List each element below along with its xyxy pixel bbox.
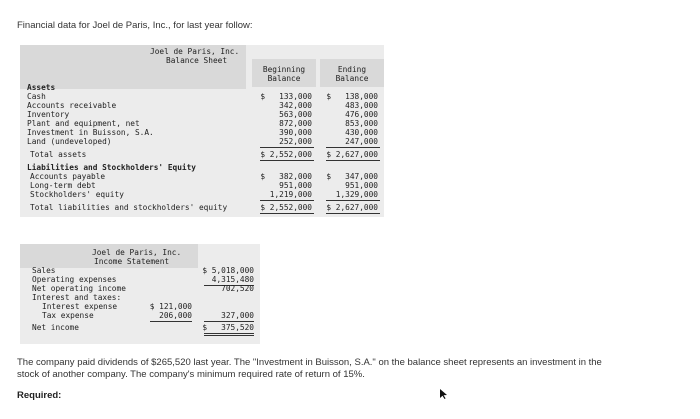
bs-col-end-1: Ending bbox=[337, 65, 367, 74]
double-underline bbox=[326, 213, 380, 214]
int-tax-total: 327,000 bbox=[221, 311, 254, 320]
underline bbox=[326, 200, 380, 201]
bs-company: Joel de Paris, Inc. bbox=[150, 47, 240, 56]
double-underline bbox=[204, 333, 254, 334]
income-statement: Joel de Paris, Inc. Income Statement Sales $ 5,018,000 Operating expenses 4,315,480 Net operating income 702,520 Interest and taxes: Interest expense $ 121,000 Tax expense 206,000 327,000 Net income $ 375,520 bbox=[20, 244, 260, 344]
underline bbox=[260, 200, 314, 201]
bs-col-begin-2: Balance bbox=[267, 74, 301, 83]
is-company: Joel de Paris, Inc. bbox=[92, 248, 182, 257]
required-label: Required: bbox=[17, 390, 62, 401]
double-underline bbox=[260, 213, 314, 214]
double-underline bbox=[326, 160, 380, 161]
underline bbox=[260, 147, 314, 148]
underline bbox=[326, 147, 380, 148]
double-underline bbox=[260, 160, 314, 161]
is-title: Income Statement bbox=[94, 257, 170, 266]
cursor-icon bbox=[440, 389, 448, 399]
bs-col-end-2: Balance bbox=[335, 74, 369, 83]
description-paragraph: The company paid dividends of $265,520 last year. The "Investment in Buisson, S.A." on the balance sheet represents an investment in the stock of another company. The company's minimum required rate of return of 15%. bbox=[17, 357, 602, 380]
assets-heading: Assets bbox=[27, 83, 56, 92]
underline bbox=[150, 321, 192, 322]
liabilities-heading: Liabilities and Stockholders' Equity bbox=[27, 163, 196, 172]
intro-text: Financial data for Joel de Paris, Inc., for last year follow: bbox=[17, 20, 253, 31]
int-tax-heading: Interest and taxes: bbox=[32, 293, 122, 302]
double-underline bbox=[204, 335, 254, 336]
balance-sheet: Joel de Paris, Inc. Balance Sheet Beginning Balance Ending Balance Assets Cash $ 133,000 $ 138,000 Accounts receivable 342,000 483,000 Inventory 563,000 476,000 Plant and equipment, net 872,000 853,000 Investment in Buisson, S.A. 390,000 430,000 Land (undeveloped) 252,000 247,000 Total assets $ 2,552,000 $ 2,627,000 Liabilities and Stockholders' Equity Accounts payable $ 382,000 $ 347,000 Long-term debt 951,000 951,000 Stockholders' equity 1,219,000 1,329,000 Total liabilities and stockholders' equity $ 2,552,000 $ 2,627,000 bbox=[20, 45, 384, 217]
bs-title: Balance Sheet bbox=[166, 56, 228, 65]
underline bbox=[204, 321, 254, 322]
bs-col-begin-1: Beginning bbox=[262, 65, 306, 74]
